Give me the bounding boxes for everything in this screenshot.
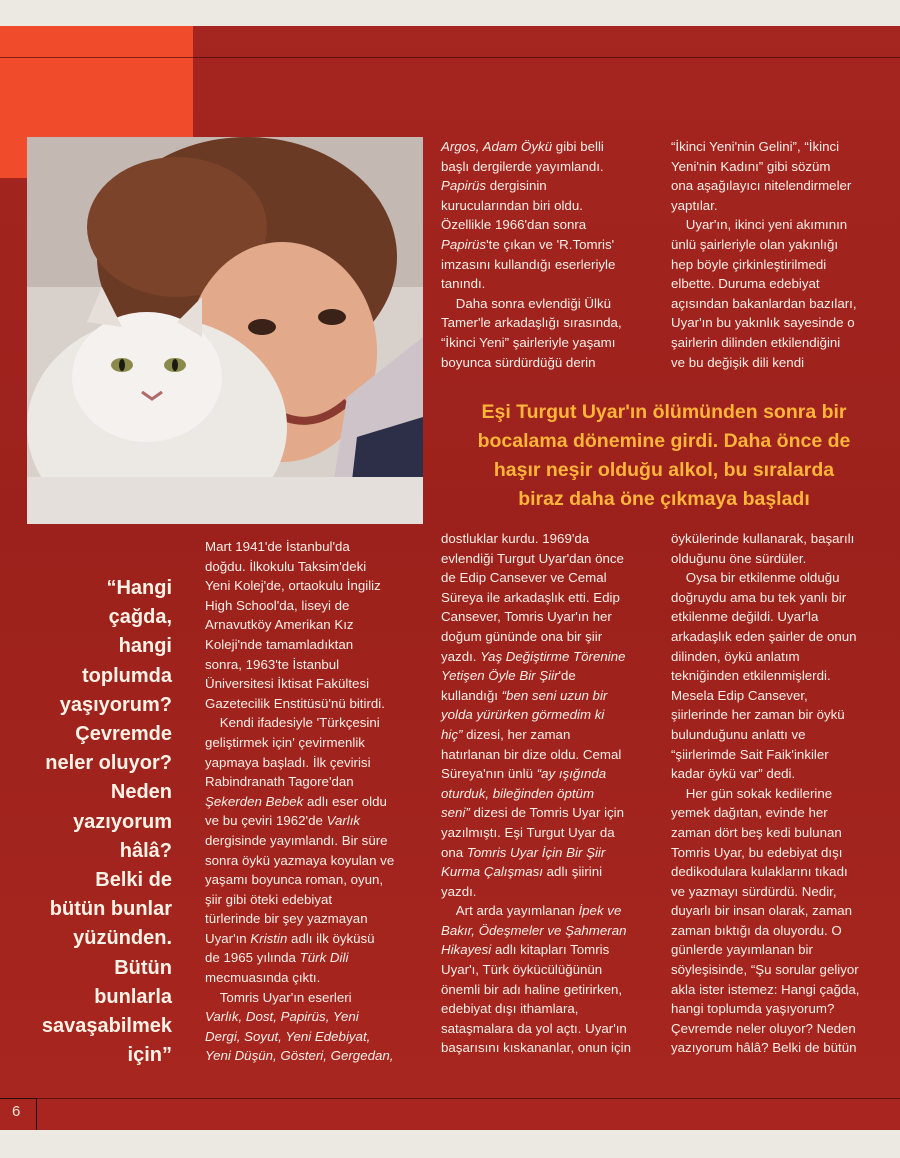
text-line: sataşmalara da yol açtı. Uyar'ın bbox=[441, 1020, 627, 1036]
text-line: dergisinde yayımlandı. Bir süre bbox=[205, 832, 388, 848]
text-line: şairlerin dilinden etkilendiğini bbox=[671, 334, 841, 350]
text-line: de Edip Cansever ve Cemal bbox=[441, 570, 607, 586]
text-line: Yetişen Öyle Bir Şiir'de bbox=[441, 668, 576, 684]
text-line: ona aşağılayıcı nitelendirmeler bbox=[671, 178, 852, 194]
text-line: Rabindranath Tagore'dan bbox=[205, 774, 354, 790]
side-quote-line: bunlarla bbox=[94, 985, 172, 1008]
pull-quote-line: Eşi Turgut Uyar'ın ölümünden sonra bir bbox=[481, 401, 847, 423]
text-line: ve bu değişik dili kendi bbox=[671, 354, 805, 370]
text-line: Her gün sokak kedilerine bbox=[671, 785, 833, 801]
text-line: yazdı. Yaş Değiştirme Törenine bbox=[441, 648, 626, 664]
text-line: Yeni'nin Kadını” gibi sözüm bbox=[671, 158, 831, 174]
side-quote-line: “Hangi bbox=[106, 577, 172, 599]
text-line: “şiirlerimde Sait Faik'inkiler bbox=[671, 746, 829, 762]
text-line: Uyar'ın, ikinci yeni akımının bbox=[671, 217, 848, 233]
text-line: şiir gibi öteki edebiyat bbox=[205, 891, 333, 907]
text-line: yazılmıştı. Eşi Turgut Uyar da bbox=[441, 824, 615, 840]
text-line: ve yazmayı sürdürdü. Nedir, bbox=[671, 883, 837, 899]
text-line: Art arda yayımlanan İpek ve bbox=[441, 903, 622, 919]
text-line: Daha sonra evlendiği Ülkü bbox=[441, 295, 611, 311]
text-line: Tamer'le arkadaşlığı sırasında, bbox=[441, 315, 622, 331]
text-line: etkilenme değildi. Uyar'la bbox=[671, 609, 819, 625]
text-line: ona Tomris Uyar İçin Bir Şiir bbox=[441, 844, 606, 860]
text-line: mecmuasında çıktı. bbox=[205, 970, 321, 986]
text-line: Hikayesi adlı kitapları Tomris bbox=[441, 942, 610, 958]
text-line: Mart 1941'de İstanbul'da bbox=[205, 539, 350, 554]
page-number: 6 bbox=[12, 1103, 21, 1120]
text-line: hatırlanan bir dize oldu. Cemal bbox=[441, 746, 622, 762]
text-line: günlerde yayımlanan bir bbox=[671, 942, 813, 958]
text-line: edebiyat dışı ithamlara, bbox=[441, 1001, 579, 1017]
text-line: Yeni Düşün, Gösteri, Gergedan, bbox=[205, 1048, 394, 1064]
text-line: Üniversitesi İktisat Fakültesi bbox=[205, 676, 370, 692]
column-top-middle bbox=[441, 137, 656, 372]
side-quote-line: için” bbox=[127, 1044, 172, 1067]
text-line: Arnavutköy Amerikan Kız bbox=[205, 617, 354, 633]
text-line: bulunduğunu anlattı ve bbox=[671, 726, 806, 742]
text-line: Özellikle 1966'dan sonra bbox=[441, 217, 587, 233]
text-line: kullandığı “ben seni uzun bir bbox=[441, 687, 608, 703]
text-line: Dergi, Soyut, Yeni Edebiyat, bbox=[205, 1028, 371, 1044]
text-line: Bakır, Ödeşmeler ve Şahmeran bbox=[441, 922, 627, 938]
text-line: açısından bakanlardan bazıları, bbox=[671, 295, 857, 311]
text-line: Süreya ile arkadaşlık etti. Edip bbox=[441, 589, 620, 605]
text-line: High School'da, liseyi de bbox=[205, 597, 350, 613]
text-line: hep böyle çirkinleştirilmedi bbox=[671, 256, 827, 272]
side-quote-line: yaşıyorum? bbox=[59, 693, 172, 716]
column-bottom-middle bbox=[441, 529, 659, 1058]
text-line: Uyar'ın Kristin adlı ilk öyküsü bbox=[205, 930, 375, 946]
side-quote-line: bütün bunlar bbox=[49, 898, 172, 921]
text-line: Kendi ifadesiyle 'Türkçesini bbox=[205, 715, 380, 731]
side-quote-line: neler oluyor? bbox=[45, 752, 172, 775]
text-line: arkadaşlık eden şairler de onun bbox=[671, 628, 857, 644]
text-line: Papirüs dergisinin bbox=[441, 178, 547, 194]
side-quote-line: yazıyorum bbox=[73, 810, 172, 833]
text-line: dostluklar kurdu. 1969'da bbox=[441, 531, 590, 546]
text-line: yazıyorum hâlâ? Belki de bütün bbox=[671, 1040, 857, 1056]
side-quote-line: hangi bbox=[118, 635, 172, 658]
side-quote bbox=[30, 574, 172, 1070]
text-line: ünlü şairleriyle olan yakınlığı bbox=[671, 236, 839, 252]
text-line: yazdı. bbox=[441, 883, 477, 899]
text-line: oturduk, bileğinden öptüm bbox=[441, 785, 595, 801]
bottom-margin bbox=[0, 1130, 900, 1158]
text-line: olduğunu öne sürdüler. bbox=[671, 550, 807, 566]
text-line: söyleşisinde, “Şu sorular geliyor bbox=[671, 962, 859, 978]
text-line: yolda yürürken görmedim ki bbox=[441, 707, 605, 723]
column-bottom-left bbox=[205, 537, 427, 1066]
text-line: öykülerinde kullanarak, başarılı bbox=[671, 531, 855, 546]
side-quote-line: yüzünden. bbox=[73, 927, 172, 950]
text-line: Mesela Edip Cansever, bbox=[671, 687, 808, 703]
text-line: evlendiği Turgut Uyar'dan önce bbox=[441, 550, 624, 566]
text-line: geliştirmek için' çevirmenlik bbox=[205, 734, 365, 750]
text-line: başarısını kıskananlar, onun için bbox=[441, 1040, 631, 1056]
rule-line bbox=[0, 57, 900, 58]
side-quote-line: toplumda bbox=[82, 664, 172, 687]
text-line: ve bu çeviri 1962'de Varlık bbox=[205, 813, 361, 829]
text-line: elbette. Duruma edebiyat bbox=[671, 276, 820, 292]
text-line: Çevremde neler oluyor? Neden bbox=[671, 1020, 856, 1036]
top-margin bbox=[0, 0, 900, 27]
rule-line bbox=[0, 1098, 900, 1099]
pull-quote-line: bocalama dönemine girdi. Daha önce de bbox=[477, 430, 851, 452]
side-quote-line: Bütün bbox=[114, 956, 172, 979]
text-line: doğdu. İlkokulu Taksim'deki bbox=[205, 558, 367, 574]
text-line: Tomris Uyar, bu edebiyat dışı bbox=[671, 844, 843, 860]
text-line: Cansever, Tomris Uyar'ın her bbox=[441, 609, 612, 625]
text-line: Kurma Çalışması adlı şiirini bbox=[441, 864, 603, 880]
text-line: duyarlı bir insan olarak, zaman bbox=[671, 903, 853, 919]
text-line: Tomris Uyar'ın eserleri bbox=[205, 989, 352, 1005]
side-quote-line: hâlâ? bbox=[119, 839, 172, 862]
text-line: boyunca sürdürdüğü derin bbox=[441, 354, 596, 370]
text-line: önemli bir adı haline getirirken, bbox=[441, 981, 623, 997]
text-line: seni” dizesi de Tomris Uyar için bbox=[441, 805, 625, 821]
text-line: Oysa bir etkilenme olduğu bbox=[671, 570, 840, 586]
text-line: tekniğinden etkilenmişlerdi. bbox=[671, 668, 831, 684]
pull-quote-line: haşır neşir olduğu alkol, bu sıralarda bbox=[493, 459, 835, 481]
text-line: dedikodulara kulaklarını tıkadı bbox=[671, 864, 848, 880]
text-line: türlerinde bir şey yazmayan bbox=[205, 911, 368, 927]
text-line: yaşamı boyunca roman, oyun, bbox=[205, 872, 384, 888]
text-line: Koleji'nde tamamladıktan bbox=[205, 636, 354, 652]
side-quote-line: çağda, bbox=[108, 606, 172, 629]
text-line: Şekerden Bebek adlı eser oldu bbox=[205, 793, 387, 809]
text-line: imzasını kullandığı eserleriyle bbox=[441, 256, 616, 272]
text-line: Argos, Adam Öykü gibi belli bbox=[441, 139, 604, 154]
text-line: doğum gününde ona bir şiir bbox=[441, 628, 603, 644]
text-line: yaptılar. bbox=[671, 197, 718, 213]
side-quote-line: Belki de bbox=[95, 869, 172, 892]
text-line: zaman bıktığı da oluyordu. O bbox=[671, 922, 842, 938]
author-photo bbox=[27, 137, 423, 524]
text-line: başlı dergilerde yayımlandı. bbox=[441, 158, 604, 174]
text-line: hangi toplumda yaşıyorum? bbox=[671, 1001, 835, 1017]
text-line: sonra öykü yazmaya koyulan ve bbox=[205, 852, 395, 868]
text-line: Uyar'ın bu yakınlık sayesinde o bbox=[671, 315, 855, 331]
text-line: zaman dört beş kedi bulunan bbox=[671, 824, 842, 840]
text-line: Uyar'ı, Türk öykücülüğünün bbox=[441, 962, 603, 978]
column-top-right bbox=[671, 137, 886, 372]
side-quote-line: Çevremde bbox=[75, 723, 172, 746]
text-line: hiç” dizesi, her zaman bbox=[441, 726, 571, 742]
text-line: kadar öykü var” dedi. bbox=[671, 766, 796, 782]
text-line: dilinden, öykü anlatım bbox=[671, 648, 800, 664]
text-line: Varlık, Dost, Papirüs, Yeni bbox=[205, 1009, 359, 1025]
side-quote-line: Neden bbox=[110, 781, 172, 804]
text-line: Yeni Kolej'de, ortaokulu İngiliz bbox=[205, 578, 381, 594]
text-line: şiirlerinde her zaman bir öykü bbox=[671, 707, 845, 723]
text-line: Gazetecilik Enstitüsü'nü bitirdi. bbox=[205, 695, 385, 711]
column-bottom-right bbox=[671, 529, 889, 1058]
side-quote-line: savaşabilmek bbox=[41, 1015, 172, 1038]
text-line: yemek dağıtan, evinde her bbox=[671, 805, 828, 821]
text-line: “İkinci Yeni” şairleriyle yaşamı bbox=[441, 334, 616, 350]
text-line: Süreya'nın ünlü “ay ışığında bbox=[441, 766, 607, 782]
text-line: yapmaya başladı. İlk çevirisi bbox=[205, 754, 371, 770]
text-line: de 1965 yılında Türk Dili bbox=[205, 950, 349, 966]
text-line: Papirüs'te çıkan ve 'R.Tomris' bbox=[441, 236, 615, 252]
text-line: sonra, 1963'te İstanbul bbox=[205, 656, 340, 672]
text-line: kurucularından biri oldu. bbox=[441, 197, 583, 213]
text-line: tanındı. bbox=[441, 276, 486, 292]
pull-quote-line: biraz daha öne çıkmaya başladı bbox=[518, 488, 810, 510]
pull-quote bbox=[446, 398, 882, 514]
photo-illustration bbox=[27, 137, 423, 524]
text-line: akla ister istemez: Hangi çağda, bbox=[671, 981, 860, 997]
text-line: “İkinci Yeni'nin Gelini”, “İkinci bbox=[671, 139, 840, 154]
text-line: doğruydu ama bu tek yanlı bir bbox=[671, 589, 847, 605]
